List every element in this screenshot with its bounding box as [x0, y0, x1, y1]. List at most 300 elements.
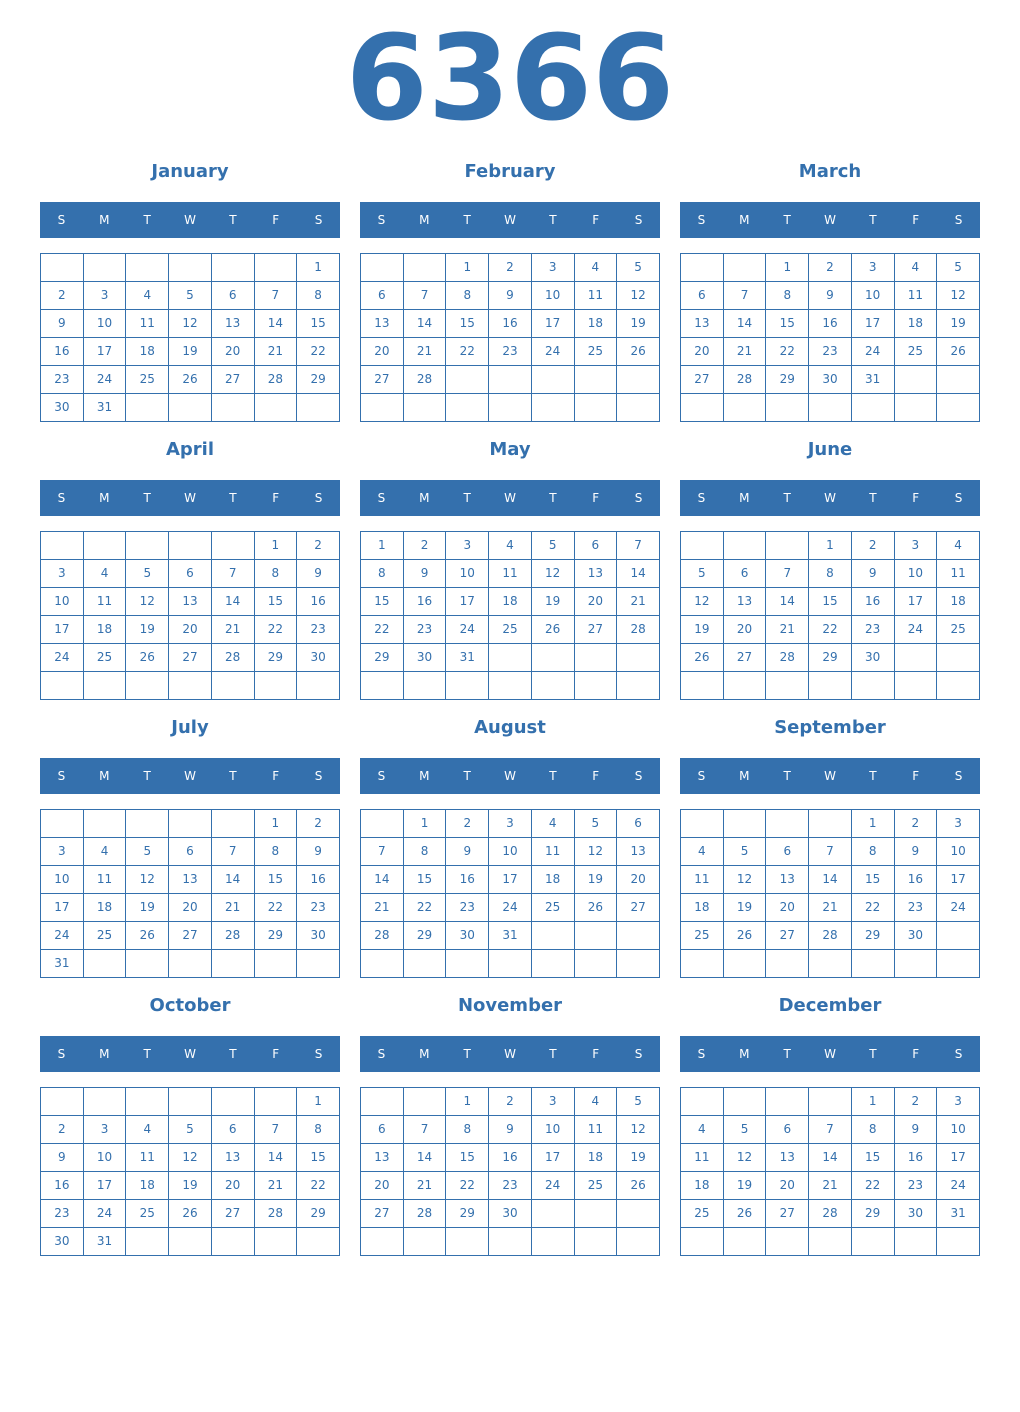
- day-cell: 27: [766, 922, 809, 950]
- day-cell: 28: [403, 366, 446, 394]
- day-cell: [937, 644, 980, 672]
- week-row: [41, 560, 340, 588]
- day-cell: 5: [574, 810, 617, 838]
- weekday-label: F: [592, 769, 600, 783]
- day-cell: [297, 1228, 340, 1256]
- day-cell: 16: [297, 588, 340, 616]
- day-cell: 13: [361, 1144, 404, 1172]
- weekday-label: S: [377, 1047, 386, 1061]
- week-row: [41, 616, 340, 644]
- day-cell: 31: [446, 644, 489, 672]
- day-cell: 8: [403, 838, 446, 866]
- day-cell: 22: [254, 894, 297, 922]
- day-cell: 7: [617, 532, 660, 560]
- day-cell: [851, 672, 894, 700]
- day-cell: 15: [766, 310, 809, 338]
- day-cell: 13: [169, 588, 212, 616]
- day-cell: 6: [766, 1116, 809, 1144]
- day-cell: 17: [83, 1172, 126, 1200]
- day-cell: 20: [361, 338, 404, 366]
- day-cell: [723, 394, 766, 422]
- day-cell: [403, 394, 446, 422]
- week-row: [41, 894, 340, 922]
- day-cell: 14: [617, 560, 660, 588]
- week-row: [41, 1088, 340, 1116]
- day-cell: [41, 1088, 84, 1116]
- day-cell: [41, 254, 84, 282]
- week-row: [681, 1088, 980, 1116]
- day-cell: 27: [211, 1200, 254, 1228]
- weekday-label: M: [739, 213, 750, 227]
- day-cell: 12: [617, 282, 660, 310]
- day-cell: 18: [83, 616, 126, 644]
- weekday-label: W: [504, 213, 516, 227]
- weekday-label: S: [954, 769, 963, 783]
- weekday-label: F: [592, 1047, 600, 1061]
- day-cell: [723, 810, 766, 838]
- day-grid: [680, 531, 980, 700]
- day-cell: 7: [403, 1116, 446, 1144]
- week-row: [361, 894, 660, 922]
- day-cell: [446, 394, 489, 422]
- day-cell: 13: [723, 588, 766, 616]
- day-cell: 2: [297, 532, 340, 560]
- day-cell: 21: [254, 1172, 297, 1200]
- day-cell: [169, 394, 212, 422]
- day-cell: [617, 644, 660, 672]
- day-cell: 3: [489, 810, 532, 838]
- day-cell: 29: [851, 922, 894, 950]
- day-cell: 27: [169, 644, 212, 672]
- weekday-label: M: [739, 769, 750, 783]
- day-cell: [83, 1088, 126, 1116]
- week-row: [361, 810, 660, 838]
- day-cell: 6: [211, 282, 254, 310]
- day-cell: 13: [766, 866, 809, 894]
- month-name: April: [165, 439, 215, 460]
- weekday-label: M: [419, 1047, 430, 1061]
- day-cell: [574, 1228, 617, 1256]
- day-cell: 1: [403, 810, 446, 838]
- day-cell: [489, 950, 532, 978]
- weekday-label: T: [549, 491, 557, 505]
- day-cell: 14: [809, 866, 852, 894]
- day-cell: [403, 672, 446, 700]
- day-cell: 3: [446, 532, 489, 560]
- day-cell: [681, 254, 724, 282]
- day-cell: 8: [809, 560, 852, 588]
- weekday-label: F: [912, 213, 920, 227]
- week-row: [41, 838, 340, 866]
- day-cell: 2: [41, 282, 84, 310]
- week-row: [681, 922, 980, 950]
- day-cell: 28: [211, 644, 254, 672]
- day-cell: [254, 254, 297, 282]
- day-cell: 20: [169, 616, 212, 644]
- day-cell: 16: [489, 310, 532, 338]
- day-cell: 4: [574, 1088, 617, 1116]
- day-cell: 9: [894, 1116, 937, 1144]
- day-cell: 27: [211, 366, 254, 394]
- week-row: [681, 644, 980, 672]
- day-cell: 31: [83, 394, 126, 422]
- month-name: June: [807, 439, 853, 460]
- day-cell: 24: [489, 894, 532, 922]
- day-cell: [681, 672, 724, 700]
- week-row: [681, 1116, 980, 1144]
- weekday-label: S: [57, 1047, 66, 1061]
- day-cell: 13: [361, 310, 404, 338]
- day-cell: 30: [489, 1200, 532, 1228]
- week-row: [681, 1228, 980, 1256]
- week-row: [681, 394, 980, 422]
- day-cell: 19: [617, 1144, 660, 1172]
- weekday-label: F: [592, 213, 600, 227]
- day-cell: [254, 950, 297, 978]
- day-cell: 16: [894, 866, 937, 894]
- day-cell: 20: [211, 338, 254, 366]
- day-cell: 20: [723, 616, 766, 644]
- day-cell: 14: [403, 1144, 446, 1172]
- weekday-label: T: [143, 213, 151, 227]
- day-cell: [254, 1228, 297, 1256]
- day-cell: 4: [681, 838, 724, 866]
- day-cell: 30: [41, 1228, 84, 1256]
- week-row: [361, 1228, 660, 1256]
- day-cell: [489, 394, 532, 422]
- day-cell: 24: [937, 894, 980, 922]
- day-cell: 5: [169, 282, 212, 310]
- day-cell: 14: [211, 588, 254, 616]
- day-cell: [723, 1228, 766, 1256]
- day-cell: 15: [851, 866, 894, 894]
- day-grid: [680, 1087, 980, 1256]
- day-cell: 21: [809, 894, 852, 922]
- day-cell: [723, 532, 766, 560]
- day-cell: 11: [126, 310, 169, 338]
- day-cell: 1: [766, 254, 809, 282]
- day-cell: 7: [211, 838, 254, 866]
- day-cell: 21: [766, 616, 809, 644]
- day-cell: 22: [297, 1172, 340, 1200]
- day-cell: 20: [617, 866, 660, 894]
- day-cell: [83, 254, 126, 282]
- day-cell: 30: [297, 644, 340, 672]
- day-cell: 18: [126, 338, 169, 366]
- day-cell: [681, 1228, 724, 1256]
- day-cell: [403, 254, 446, 282]
- day-cell: 25: [681, 1200, 724, 1228]
- day-cell: 12: [169, 1144, 212, 1172]
- day-cell: 20: [681, 338, 724, 366]
- day-cell: [809, 672, 852, 700]
- weekday-header: [680, 202, 980, 238]
- day-cell: 19: [169, 1172, 212, 1200]
- day-cell: [211, 810, 254, 838]
- month-name: October: [149, 995, 231, 1016]
- day-cell: 8: [851, 838, 894, 866]
- day-cell: 20: [169, 894, 212, 922]
- day-cell: 10: [531, 282, 574, 310]
- day-cell: [126, 950, 169, 978]
- weekday-label: W: [184, 1047, 196, 1061]
- day-cell: 7: [254, 1116, 297, 1144]
- week-row: [681, 560, 980, 588]
- day-cell: 17: [446, 588, 489, 616]
- day-cell: [766, 532, 809, 560]
- day-cell: 1: [297, 254, 340, 282]
- day-cell: 14: [723, 310, 766, 338]
- day-cell: 16: [403, 588, 446, 616]
- day-cell: [126, 1228, 169, 1256]
- weekday-label: T: [783, 213, 791, 227]
- day-cell: [851, 1228, 894, 1256]
- week-row: [41, 866, 340, 894]
- day-cell: 8: [361, 560, 404, 588]
- day-cell: 14: [361, 866, 404, 894]
- day-cell: 17: [937, 1144, 980, 1172]
- day-cell: 28: [766, 644, 809, 672]
- day-cell: 19: [126, 894, 169, 922]
- day-cell: 16: [297, 866, 340, 894]
- day-cell: 21: [403, 1172, 446, 1200]
- day-cell: 2: [894, 1088, 937, 1116]
- day-cell: 7: [723, 282, 766, 310]
- day-cell: 4: [489, 532, 532, 560]
- day-cell: 28: [254, 1200, 297, 1228]
- day-cell: 9: [297, 560, 340, 588]
- day-cell: 25: [937, 616, 980, 644]
- day-cell: 26: [169, 366, 212, 394]
- day-cell: 29: [403, 922, 446, 950]
- day-cell: 25: [681, 922, 724, 950]
- week-row: [41, 394, 340, 422]
- day-cell: 2: [403, 532, 446, 560]
- weekday-label: T: [783, 1047, 791, 1061]
- weekday-label: F: [272, 769, 280, 783]
- month-name: February: [464, 161, 556, 182]
- day-cell: 31: [41, 950, 84, 978]
- day-cell: 6: [361, 1116, 404, 1144]
- day-cell: 13: [617, 838, 660, 866]
- weekday-label: S: [697, 769, 706, 783]
- day-cell: [894, 644, 937, 672]
- day-cell: [83, 532, 126, 560]
- day-cell: 16: [894, 1144, 937, 1172]
- day-cell: 9: [851, 560, 894, 588]
- day-cell: [211, 532, 254, 560]
- day-cell: [937, 950, 980, 978]
- weekday-label: S: [377, 491, 386, 505]
- weekday-label: T: [143, 769, 151, 783]
- weekday-header: [40, 1036, 340, 1072]
- weekday-label: T: [143, 1047, 151, 1061]
- day-cell: [617, 1200, 660, 1228]
- weekday-label: F: [272, 1047, 280, 1061]
- day-grid: [360, 253, 660, 422]
- day-cell: 4: [681, 1116, 724, 1144]
- day-cell: 12: [723, 1144, 766, 1172]
- day-cell: 25: [83, 644, 126, 672]
- weekday-label: M: [99, 491, 110, 505]
- day-cell: [361, 950, 404, 978]
- weekday-label: M: [419, 769, 430, 783]
- day-cell: 7: [361, 838, 404, 866]
- day-cell: 14: [211, 866, 254, 894]
- day-grid: [680, 253, 980, 422]
- weekday-label: T: [463, 213, 471, 227]
- day-cell: 17: [41, 616, 84, 644]
- day-cell: 8: [766, 282, 809, 310]
- day-cell: 9: [41, 1144, 84, 1172]
- day-cell: 25: [83, 922, 126, 950]
- day-cell: 11: [126, 1144, 169, 1172]
- day-cell: 21: [809, 1172, 852, 1200]
- week-row: [681, 310, 980, 338]
- day-cell: 16: [809, 310, 852, 338]
- weekday-label: W: [824, 213, 836, 227]
- day-grid: [40, 1087, 340, 1256]
- day-cell: [617, 950, 660, 978]
- day-cell: 9: [41, 310, 84, 338]
- day-cell: [574, 922, 617, 950]
- day-cell: 10: [83, 1144, 126, 1172]
- weekday-label: F: [912, 491, 920, 505]
- day-cell: [211, 254, 254, 282]
- day-cell: 19: [723, 894, 766, 922]
- weekday-header: [360, 202, 660, 238]
- day-cell: [894, 672, 937, 700]
- day-cell: [574, 644, 617, 672]
- weekday-label: W: [824, 769, 836, 783]
- day-cell: 23: [489, 338, 532, 366]
- day-cell: 8: [297, 282, 340, 310]
- day-cell: [531, 922, 574, 950]
- day-cell: [766, 950, 809, 978]
- day-cell: [937, 366, 980, 394]
- week-row: [681, 672, 980, 700]
- day-cell: 23: [41, 366, 84, 394]
- day-cell: 28: [361, 922, 404, 950]
- day-cell: 22: [297, 338, 340, 366]
- day-cell: 13: [574, 560, 617, 588]
- day-cell: 5: [531, 532, 574, 560]
- weekday-label: M: [739, 1047, 750, 1061]
- day-cell: [254, 672, 297, 700]
- day-cell: 4: [83, 838, 126, 866]
- day-cell: 18: [126, 1172, 169, 1200]
- day-cell: 12: [126, 588, 169, 616]
- day-cell: 17: [41, 894, 84, 922]
- week-row: [41, 672, 340, 700]
- weekday-label: T: [463, 491, 471, 505]
- day-cell: 2: [41, 1116, 84, 1144]
- day-cell: [361, 254, 404, 282]
- day-cell: 8: [851, 1116, 894, 1144]
- day-cell: [211, 672, 254, 700]
- day-cell: [489, 1228, 532, 1256]
- day-cell: 4: [531, 810, 574, 838]
- week-row: [361, 922, 660, 950]
- day-cell: [894, 394, 937, 422]
- day-cell: 27: [681, 366, 724, 394]
- day-cell: [723, 254, 766, 282]
- weekday-header: [40, 202, 340, 238]
- day-cell: 28: [211, 922, 254, 950]
- day-cell: 6: [723, 560, 766, 588]
- day-cell: 21: [723, 338, 766, 366]
- day-cell: 7: [766, 560, 809, 588]
- month-name: March: [798, 161, 862, 182]
- month-name: November: [457, 995, 563, 1016]
- weekday-label: W: [184, 491, 196, 505]
- weekday-label: T: [463, 1047, 471, 1061]
- day-cell: 26: [723, 922, 766, 950]
- weekday-label: T: [229, 769, 237, 783]
- weekday-label: S: [697, 491, 706, 505]
- month-name: July: [171, 717, 209, 738]
- day-cell: 15: [254, 588, 297, 616]
- weekday-label: S: [634, 1047, 643, 1061]
- day-cell: [83, 672, 126, 700]
- day-cell: 26: [126, 644, 169, 672]
- day-cell: 22: [403, 894, 446, 922]
- weekday-label: T: [143, 491, 151, 505]
- day-cell: 25: [126, 366, 169, 394]
- day-cell: 18: [574, 1144, 617, 1172]
- day-cell: 15: [809, 588, 852, 616]
- day-cell: 15: [446, 310, 489, 338]
- day-grid: [360, 1087, 660, 1256]
- day-cell: 25: [894, 338, 937, 366]
- day-cell: 10: [894, 560, 937, 588]
- day-cell: [361, 810, 404, 838]
- weekday-label: S: [634, 769, 643, 783]
- week-row: [361, 1144, 660, 1172]
- weekday-label: S: [697, 213, 706, 227]
- day-cell: 1: [446, 1088, 489, 1116]
- day-cell: 19: [574, 866, 617, 894]
- day-cell: [297, 672, 340, 700]
- day-cell: 17: [531, 1144, 574, 1172]
- day-cell: [41, 532, 84, 560]
- day-cell: 26: [126, 922, 169, 950]
- week-row: [41, 588, 340, 616]
- week-row: [681, 1200, 980, 1228]
- week-row: [681, 866, 980, 894]
- day-grid: [40, 253, 340, 422]
- weekday-label: S: [314, 1047, 323, 1061]
- day-cell: [894, 1228, 937, 1256]
- day-cell: 17: [851, 310, 894, 338]
- week-row: [41, 532, 340, 560]
- day-cell: [937, 672, 980, 700]
- day-cell: 21: [617, 588, 660, 616]
- day-cell: 5: [169, 1116, 212, 1144]
- weekday-label: S: [57, 491, 66, 505]
- day-cell: [361, 672, 404, 700]
- weekday-label: S: [954, 213, 963, 227]
- day-cell: 3: [531, 1088, 574, 1116]
- week-row: [681, 950, 980, 978]
- day-cell: 2: [446, 810, 489, 838]
- day-cell: 28: [617, 616, 660, 644]
- week-row: [361, 1200, 660, 1228]
- day-cell: [894, 366, 937, 394]
- day-cell: 14: [254, 1144, 297, 1172]
- weekday-label: S: [57, 769, 66, 783]
- day-cell: 3: [851, 254, 894, 282]
